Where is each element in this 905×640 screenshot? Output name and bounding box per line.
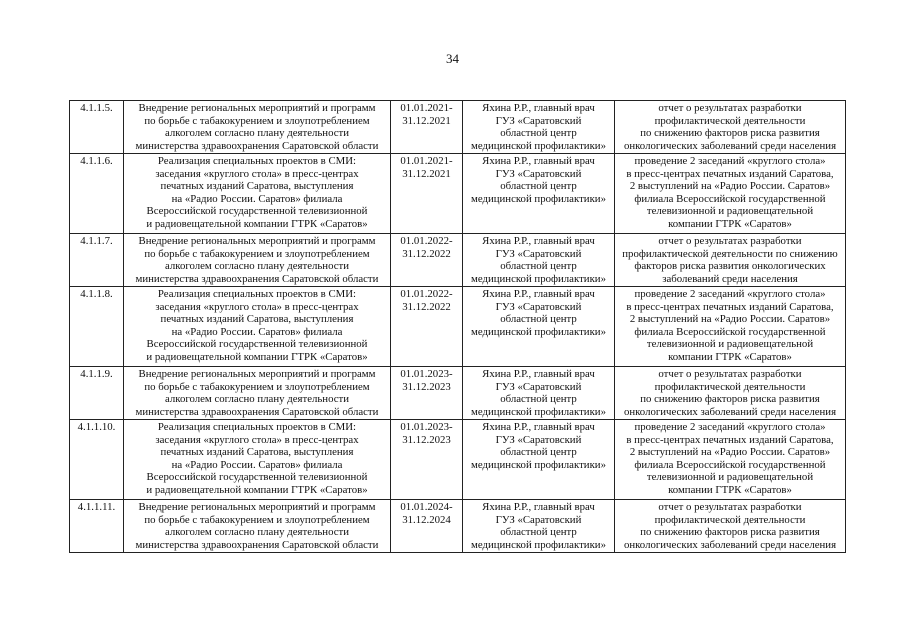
result-line: проведение 2 заседаний «круглого стола» bbox=[634, 421, 826, 433]
responsible-line: ГУЗ «Саратовский bbox=[495, 300, 582, 313]
period-line: 31.12.2023 bbox=[402, 433, 451, 446]
responsible-line: ГУЗ «Саратовский bbox=[495, 433, 582, 446]
period-line: 31.12.2024 bbox=[402, 513, 451, 526]
event-line: на «Радио России. Саратов» филиала bbox=[171, 458, 343, 471]
event-line: министерства здравоохранения Саратовской области bbox=[135, 538, 379, 551]
result-cell bbox=[615, 287, 846, 367]
table-row bbox=[70, 101, 846, 154]
responsible-line: медицинской профилактики» bbox=[470, 405, 606, 418]
event-line: Реализация специальных проектов в СМИ: bbox=[157, 288, 357, 300]
result-line: онкологических заболеваний среди населения bbox=[623, 538, 837, 551]
event-line: заседания «круглого стола» в пресс-центрах bbox=[155, 167, 359, 180]
period-cell bbox=[391, 500, 463, 553]
period-line: 01.01.2024- bbox=[400, 501, 453, 513]
result-line: в пресс-центрах печатных изданий Саратова, bbox=[626, 433, 834, 446]
result-line: факторов риска развития онкологических bbox=[634, 260, 826, 273]
event-line: министерства здравоохранения Саратовской области bbox=[135, 405, 379, 418]
result-line: отчет о результатах разработки bbox=[658, 102, 802, 114]
responsible-cell bbox=[463, 101, 615, 154]
result-line: филиала Всероссийской государственной bbox=[634, 458, 826, 471]
responsible-line: ГУЗ «Саратовский bbox=[495, 247, 582, 260]
result-line: филиала Всероссийской государственной bbox=[634, 325, 826, 338]
result-line: профилактической деятельности bbox=[654, 114, 806, 127]
responsible-line: областной центр bbox=[500, 393, 577, 406]
responsible-line: Яхина Р.Р., главный врач bbox=[482, 102, 595, 114]
period-cell bbox=[391, 367, 463, 420]
result-line: в пресс-центрах печатных изданий Саратова, bbox=[626, 167, 834, 180]
item-number-cell bbox=[70, 101, 124, 154]
responsible-line: областной центр bbox=[500, 180, 577, 193]
responsible-line: медицинской профилактики» bbox=[470, 458, 606, 471]
period-line: 01.01.2023- bbox=[400, 368, 453, 380]
event-line: Реализация специальных проектов в СМИ: bbox=[157, 155, 357, 167]
event-line: заседания «круглого стола» в пресс-центрах bbox=[155, 300, 359, 313]
result-line: телевизионной и радиовещательной bbox=[646, 338, 814, 351]
event-line: Всероссийской государственной телевизионной bbox=[146, 338, 368, 351]
item-number-cell bbox=[70, 154, 124, 234]
event-line: по борьбе с табакокурением и злоупотреблением bbox=[144, 114, 370, 127]
event-line: Внедрение региональных мероприятий и программ bbox=[138, 501, 376, 513]
event-line: алкоголем согласно плану деятельности bbox=[164, 260, 350, 273]
responsible-line: Яхина Р.Р., главный врач bbox=[482, 368, 595, 380]
result-line: проведение 2 заседаний «круглого стола» bbox=[634, 155, 826, 167]
result-cell bbox=[615, 234, 846, 287]
result-cell bbox=[615, 420, 846, 500]
item-number-cell bbox=[70, 500, 124, 553]
table-row bbox=[70, 234, 846, 287]
event-cell bbox=[124, 367, 391, 420]
table-row bbox=[70, 500, 846, 553]
table-row bbox=[70, 367, 846, 420]
event-line: и радиовещательной компании ГТРК «Саратов» bbox=[146, 483, 368, 496]
result-line: отчет о результатах разработки bbox=[658, 501, 802, 513]
event-cell bbox=[124, 287, 391, 367]
result-line: по снижению факторов риска развития bbox=[640, 526, 820, 539]
event-line: Внедрение региональных мероприятий и программ bbox=[138, 368, 376, 380]
table-row bbox=[70, 420, 846, 500]
plan-table bbox=[69, 100, 846, 553]
item-number: 4.1.1.5. bbox=[80, 102, 113, 114]
responsible-line: областной центр bbox=[500, 127, 577, 140]
responsible-cell bbox=[463, 420, 615, 500]
event-line: алкоголем согласно плану деятельности bbox=[164, 526, 350, 539]
result-line: в пресс-центрах печатных изданий Саратова, bbox=[626, 300, 834, 313]
event-cell bbox=[124, 420, 391, 500]
responsible-line: медицинской профилактики» bbox=[470, 139, 606, 152]
item-number-cell bbox=[70, 287, 124, 367]
result-line: 2 выступлений на «Радио России. Саратов» bbox=[629, 180, 831, 193]
responsible-cell bbox=[463, 367, 615, 420]
period-cell bbox=[391, 154, 463, 234]
result-line: по снижению факторов риска развития bbox=[640, 393, 820, 406]
event-line: печатных изданий Саратова, выступления bbox=[160, 180, 354, 193]
responsible-line: Яхина Р.Р., главный врач bbox=[482, 235, 595, 247]
result-cell bbox=[615, 500, 846, 553]
period-line: 01.01.2022- bbox=[400, 235, 453, 247]
responsible-line: ГУЗ «Саратовский bbox=[495, 167, 582, 180]
event-cell bbox=[124, 500, 391, 553]
result-line: телевизионной и радиовещательной bbox=[646, 471, 814, 484]
event-line: по борьбе с табакокурением и злоупотреблением bbox=[144, 247, 370, 260]
result-line: онкологических заболеваний среди населения bbox=[623, 139, 837, 152]
item-number: 4.1.1.6. bbox=[80, 155, 113, 167]
event-line: на «Радио России. Саратов» филиала bbox=[171, 325, 343, 338]
event-line: Внедрение региональных мероприятий и программ bbox=[138, 102, 376, 114]
period-cell bbox=[391, 287, 463, 367]
responsible-line: ГУЗ «Саратовский bbox=[495, 380, 582, 393]
period-line: 01.01.2022- bbox=[400, 288, 453, 300]
responsible-line: областной центр bbox=[500, 526, 577, 539]
result-line: отчет о результатах разработки bbox=[658, 368, 802, 380]
responsible-line: Яхина Р.Р., главный врач bbox=[482, 421, 595, 433]
item-number: 4.1.1.7. bbox=[80, 235, 113, 247]
item-number-cell bbox=[70, 420, 124, 500]
event-line: алкоголем согласно плану деятельности bbox=[164, 127, 350, 140]
event-cell bbox=[124, 101, 391, 154]
result-line: проведение 2 заседаний «круглого стола» bbox=[634, 288, 826, 300]
result-cell bbox=[615, 367, 846, 420]
responsible-line: областной центр bbox=[500, 260, 577, 273]
event-line: Реализация специальных проектов в СМИ: bbox=[157, 421, 357, 433]
event-line: Внедрение региональных мероприятий и программ bbox=[138, 235, 376, 247]
responsible-line: медицинской профилактики» bbox=[470, 192, 606, 205]
responsible-line: областной центр bbox=[500, 313, 577, 326]
result-line: профилактической деятельности по снижению bbox=[622, 247, 838, 260]
event-line: заседания «круглого стола» в пресс-центрах bbox=[155, 433, 359, 446]
event-line: печатных изданий Саратова, выступления bbox=[160, 446, 354, 459]
period-line: 31.12.2023 bbox=[402, 380, 451, 393]
result-line: 2 выступлений на «Радио России. Саратов» bbox=[629, 446, 831, 459]
responsible-line: медицинской профилактики» bbox=[470, 272, 606, 285]
result-line: филиала Всероссийской государственной bbox=[634, 192, 826, 205]
responsible-line: ГУЗ «Саратовский bbox=[495, 114, 582, 127]
period-line: 01.01.2021- bbox=[400, 102, 453, 114]
event-cell bbox=[124, 154, 391, 234]
responsible-cell bbox=[463, 234, 615, 287]
table-row bbox=[70, 287, 846, 367]
responsible-line: Яхина Р.Р., главный врач bbox=[482, 288, 595, 300]
result-line: профилактической деятельности bbox=[654, 380, 806, 393]
period-line: 31.12.2022 bbox=[402, 300, 451, 313]
result-line: онкологических заболеваний среди населения bbox=[623, 405, 837, 418]
plan-table-body bbox=[70, 101, 846, 553]
result-line: профилактической деятельности bbox=[654, 513, 806, 526]
event-line: и радиовещательной компании ГТРК «Саратов» bbox=[146, 217, 368, 230]
period-line: 31.12.2021 bbox=[402, 114, 451, 127]
result-line: компании ГТРК «Саратов» bbox=[668, 217, 792, 230]
period-line: 31.12.2021 bbox=[402, 167, 451, 180]
responsible-line: медицинской профилактики» bbox=[470, 325, 606, 338]
responsible-line: Яхина Р.Р., главный врач bbox=[482, 501, 595, 513]
responsible-line: медицинской профилактики» bbox=[470, 538, 606, 551]
period-cell bbox=[391, 101, 463, 154]
event-line: по борьбе с табакокурением и злоупотреблением bbox=[144, 513, 370, 526]
period-cell bbox=[391, 234, 463, 287]
event-line: печатных изданий Саратова, выступления bbox=[160, 313, 354, 326]
result-line: компании ГТРК «Саратов» bbox=[668, 350, 792, 363]
result-line: по снижению факторов риска развития bbox=[640, 127, 820, 140]
event-line: министерства здравоохранения Саратовской области bbox=[135, 272, 379, 285]
item-number: 4.1.1.9. bbox=[80, 368, 113, 380]
event-line: алкоголем согласно плану деятельности bbox=[164, 393, 350, 406]
item-number: 4.1.1.10. bbox=[77, 421, 116, 433]
result-line: 2 выступлений на «Радио России. Саратов» bbox=[629, 313, 831, 326]
result-line: компании ГТРК «Саратов» bbox=[668, 483, 792, 496]
period-line: 01.01.2021- bbox=[400, 155, 453, 167]
period-line: 31.12.2022 bbox=[402, 247, 451, 260]
responsible-line: областной центр bbox=[500, 446, 577, 459]
table-row bbox=[70, 154, 846, 234]
event-line: и радиовещательной компании ГТРК «Саратов» bbox=[146, 350, 368, 363]
result-cell bbox=[615, 154, 846, 234]
responsible-cell bbox=[463, 154, 615, 234]
responsible-line: ГУЗ «Саратовский bbox=[495, 513, 582, 526]
item-number: 4.1.1.8. bbox=[80, 288, 113, 300]
responsible-line: Яхина Р.Р., главный врач bbox=[482, 155, 595, 167]
event-line: по борьбе с табакокурением и злоупотреблением bbox=[144, 380, 370, 393]
result-line: телевизионной и радиовещательной bbox=[646, 205, 814, 218]
event-line: министерства здравоохранения Саратовской области bbox=[135, 139, 379, 152]
responsible-cell bbox=[463, 287, 615, 367]
responsible-cell bbox=[463, 500, 615, 553]
item-number-cell bbox=[70, 234, 124, 287]
period-cell bbox=[391, 420, 463, 500]
item-number-cell bbox=[70, 367, 124, 420]
result-line: отчет о результатах разработки bbox=[658, 235, 802, 247]
result-cell bbox=[615, 101, 846, 154]
event-line: Всероссийской государственной телевизионной bbox=[146, 471, 368, 484]
page-number: 34 bbox=[446, 51, 459, 66]
item-number: 4.1.1.11. bbox=[77, 501, 116, 513]
event-cell bbox=[124, 234, 391, 287]
event-line: Всероссийской государственной телевизионной bbox=[146, 205, 368, 218]
result-line: заболеваний среди населения bbox=[662, 272, 798, 285]
event-line: на «Радио России. Саратов» филиала bbox=[171, 192, 343, 205]
period-line: 01.01.2023- bbox=[400, 421, 453, 433]
